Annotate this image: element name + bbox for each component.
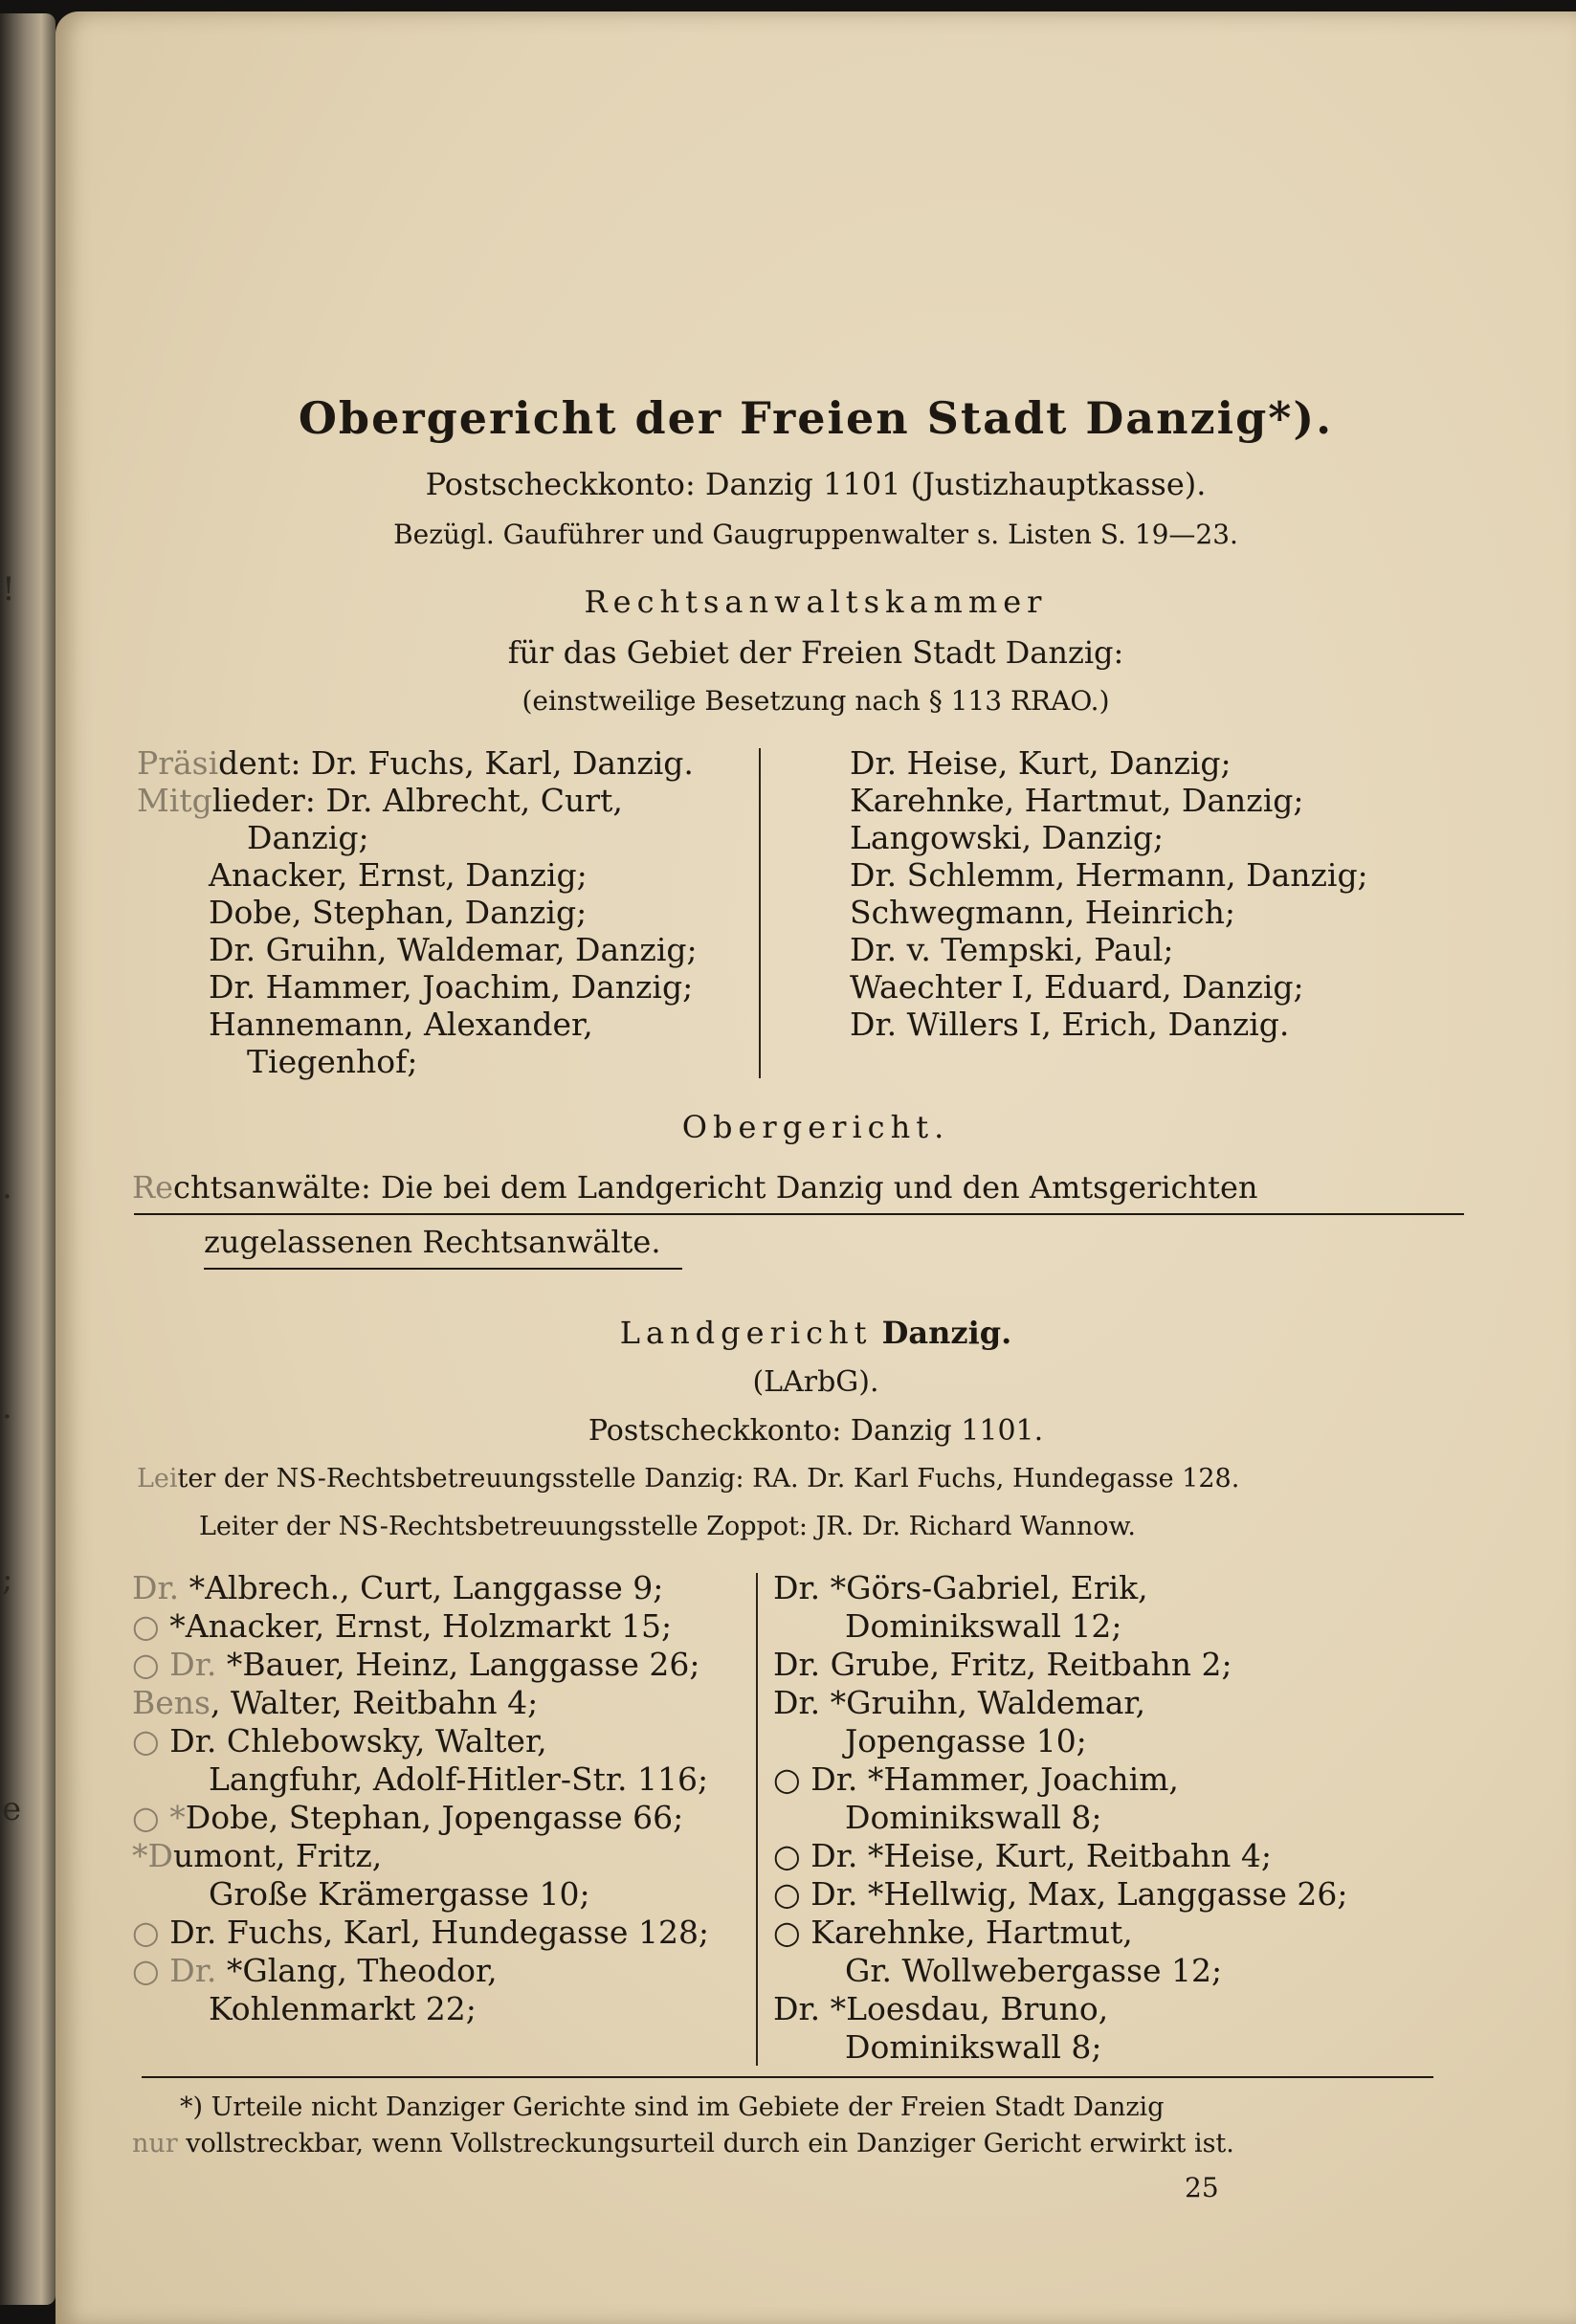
list-item: Karehnke, Hartmut, Danzig; <box>850 782 1304 819</box>
list-item <box>209 1760 708 1798</box>
entry-text: Hannemann, Alexander, <box>209 1006 593 1043</box>
entry-text: *Albrech., Curt, Langgasse 9; <box>179 1569 664 1606</box>
line-text: vollstreckbar, wenn Vollstreckungsurteil durch ein Danziger Gericht erwirkt ist. <box>177 2129 1234 2158</box>
heading-bold: Danzig. <box>881 1315 1012 1351</box>
list-item <box>132 1607 672 1645</box>
footnote-line-1: *) Urteile nicht Danziger Gerichte sind im Gebiete der Freien Stadt Danzig <box>180 2092 1165 2122</box>
faded-prefix: ○ * <box>132 1799 186 1836</box>
faded-prefix: ○ <box>132 1607 170 1645</box>
faded-prefix: Präsi <box>137 744 219 782</box>
list-item <box>132 1837 382 1874</box>
spine-mark: e <box>2 1790 22 1828</box>
faded-prefix: Mitg <box>137 782 212 819</box>
list-item: Dr. *Görs-Gabriel, Erik, <box>773 1569 1148 1606</box>
entry-text: Dr. Hammer, Joachim, Danzig; <box>209 968 694 1006</box>
heading-plain: Landgericht <box>619 1315 873 1351</box>
entry-text: Dr. Chlebowsky, Walter, <box>169 1722 547 1760</box>
entry-text: *Glang, Theodor, <box>216 1952 498 1989</box>
entry-text: Tiegenhof; <box>247 1043 418 1080</box>
entry-text: Dr. Fuchs, Karl, Hundegasse 128; <box>169 1914 710 1951</box>
postscheck-line: Postscheckkonto: Danzig 1101 (Justizhauptkasse). <box>425 466 1207 502</box>
spine-mark: . <box>2 1168 12 1206</box>
list-item <box>209 1006 593 1043</box>
footnote-rule <box>142 2076 1433 2078</box>
list-item <box>137 782 623 819</box>
entry-text: lieder: Dr. Albrecht, Curt, <box>211 782 623 819</box>
list-item <box>209 894 587 931</box>
list-item: Dominikswall 8; <box>845 1799 1102 1836</box>
list-item <box>132 1952 498 1989</box>
list-item: ○ Dr. *Hellwig, Max, Langgasse 26; <box>773 1875 1348 1913</box>
entry-text: *Bauer, Heinz, Langgasse 26; <box>216 1646 700 1683</box>
spine-mark: ! <box>2 570 15 609</box>
faded-prefix: Dr. <box>132 1569 180 1606</box>
list-item <box>132 1569 663 1606</box>
list-item: ○ Dr. *Heise, Kurt, Reitbahn 4; <box>773 1837 1272 1874</box>
entry-text: *Anacker, Ernst, Holzmarkt 15; <box>169 1607 673 1645</box>
entry-text: Dobe, Stephan, Danzig; <box>209 894 588 931</box>
column-divider <box>759 748 761 1078</box>
obergericht-line-1 <box>132 1169 1257 1206</box>
leiter-line-1 <box>137 1464 1239 1494</box>
kammer-heading: Rechtsanwaltskammer <box>584 584 1048 620</box>
entry-text: Kohlenmarkt 22; <box>209 1990 477 2027</box>
book-page <box>55 11 1576 2324</box>
kammer-subheading: für das Gebiet der Freien Stadt Danzig: <box>507 634 1124 671</box>
list-item <box>132 1914 709 1951</box>
spine-mark: . <box>2 1388 12 1427</box>
list-item: Dr. *Loesdau, Bruno, <box>773 1990 1109 2027</box>
divider-rule <box>134 1213 1464 1215</box>
reference-line: Bezügl. Gauführer und Gaugruppenwalter s. Listen S. 19—23. <box>393 519 1238 550</box>
list-item: Dr. Grube, Fritz, Reitbahn 2; <box>773 1646 1232 1683</box>
landgericht-heading <box>55 1315 1576 1351</box>
footnote-line-2 <box>132 2129 1234 2158</box>
faded-prefix: ○ <box>132 1914 170 1951</box>
list-item: Dr. Heise, Kurt, Danzig; <box>850 744 1232 782</box>
faded-prefix: *D <box>132 1837 173 1874</box>
obergericht-heading: Obergericht. <box>681 1109 950 1145</box>
entry-text: Dr. Gruihn, Waldemar, Danzig; <box>209 931 698 968</box>
list-item: Dr. *Gruihn, Waldemar, <box>773 1684 1146 1721</box>
kammer-note: (einstweilige Besetzung nach § 113 RRAO.) <box>522 685 1110 717</box>
faded-prefix: Re <box>132 1169 174 1206</box>
list-item <box>132 1684 538 1721</box>
list-item: ○ Dr. *Hammer, Joachim, <box>773 1760 1179 1798</box>
column-divider <box>756 1573 758 2066</box>
list-item: Jopengasse 10; <box>845 1722 1087 1760</box>
list-item <box>132 1722 547 1760</box>
entry-text: Danzig; <box>247 819 369 856</box>
entry-text: umont, Fritz, <box>172 1837 383 1874</box>
faded-prefix: ○ Dr. <box>132 1646 217 1683</box>
list-item: Waechter I, Eduard, Danzig; <box>850 968 1304 1006</box>
landgericht-postscheck: Postscheckkonto: Danzig 1101. <box>588 1414 1044 1448</box>
list-item <box>209 856 588 894</box>
list-item <box>209 968 693 1006</box>
list-item: Dominikswall 8; <box>845 2028 1102 2066</box>
faded-prefix: Bens <box>132 1684 211 1721</box>
line-text: chtsanwälte: Die bei dem Landgericht Danzig und den Amtsgerichten <box>173 1169 1258 1206</box>
list-item <box>247 1043 417 1080</box>
book-spine <box>0 13 55 2305</box>
entry-text: Langfuhr, Adolf-Hitler-Str. 116; <box>209 1760 709 1798</box>
faded-prefix: Lei <box>137 1464 178 1494</box>
list-item: Dr. v. Tempski, Paul; <box>850 931 1174 968</box>
leiter-line-2: Leiter der NS-Rechtsbetreuungsstelle Zoppot: JR. Dr. Richard Wannow. <box>199 1512 1137 1541</box>
entry-text: Anacker, Ernst, Danzig; <box>209 856 588 894</box>
divider-rule <box>204 1268 682 1270</box>
line-text: ter der NS-Rechtsbetreuungsstelle Danzig: RA. Dr. Karl Fuchs, Hundegasse 128. <box>177 1464 1240 1494</box>
entry-text: Große Krämergasse 10; <box>209 1875 590 1913</box>
list-item <box>132 1646 699 1683</box>
faded-prefix: ○ <box>132 1722 170 1760</box>
list-item: Schwegmann, Heinrich; <box>850 894 1235 931</box>
list-item <box>132 1799 683 1836</box>
list-item: Dr. Willers I, Erich, Danzig. <box>850 1006 1290 1043</box>
faded-prefix: ○ Dr. <box>132 1952 217 1989</box>
landgericht-abbr: (LArbG). <box>752 1365 879 1399</box>
list-item <box>209 931 698 968</box>
list-item: Gr. Wollwebergasse 12; <box>845 1952 1223 1989</box>
faded-prefix: nur <box>132 2129 178 2158</box>
entry-text: Dobe, Stephan, Jopengasse 66; <box>185 1799 684 1836</box>
list-item <box>247 819 369 856</box>
spine-mark: ; <box>2 1560 13 1599</box>
list-item <box>137 744 694 782</box>
list-item <box>209 1990 477 2027</box>
list-item: Dr. Schlemm, Hermann, Danzig; <box>850 856 1368 894</box>
list-item <box>209 1875 590 1913</box>
list-item: Langowski, Danzig; <box>850 819 1165 856</box>
page-title: Obergericht der Freien Stadt Danzig*). <box>298 392 1334 444</box>
page-number: 25 <box>1185 2172 1219 2203</box>
entry-text: , Walter, Reitbahn 4; <box>210 1684 539 1721</box>
entry-text: dent: Dr. Fuchs, Karl, Danzig. <box>218 744 694 782</box>
list-item: ○ Karehnke, Hartmut, <box>773 1914 1133 1951</box>
obergericht-line-2: zugelassenen Rechtsanwälte. <box>204 1224 661 1260</box>
list-item: Dominikswall 12; <box>845 1607 1122 1645</box>
